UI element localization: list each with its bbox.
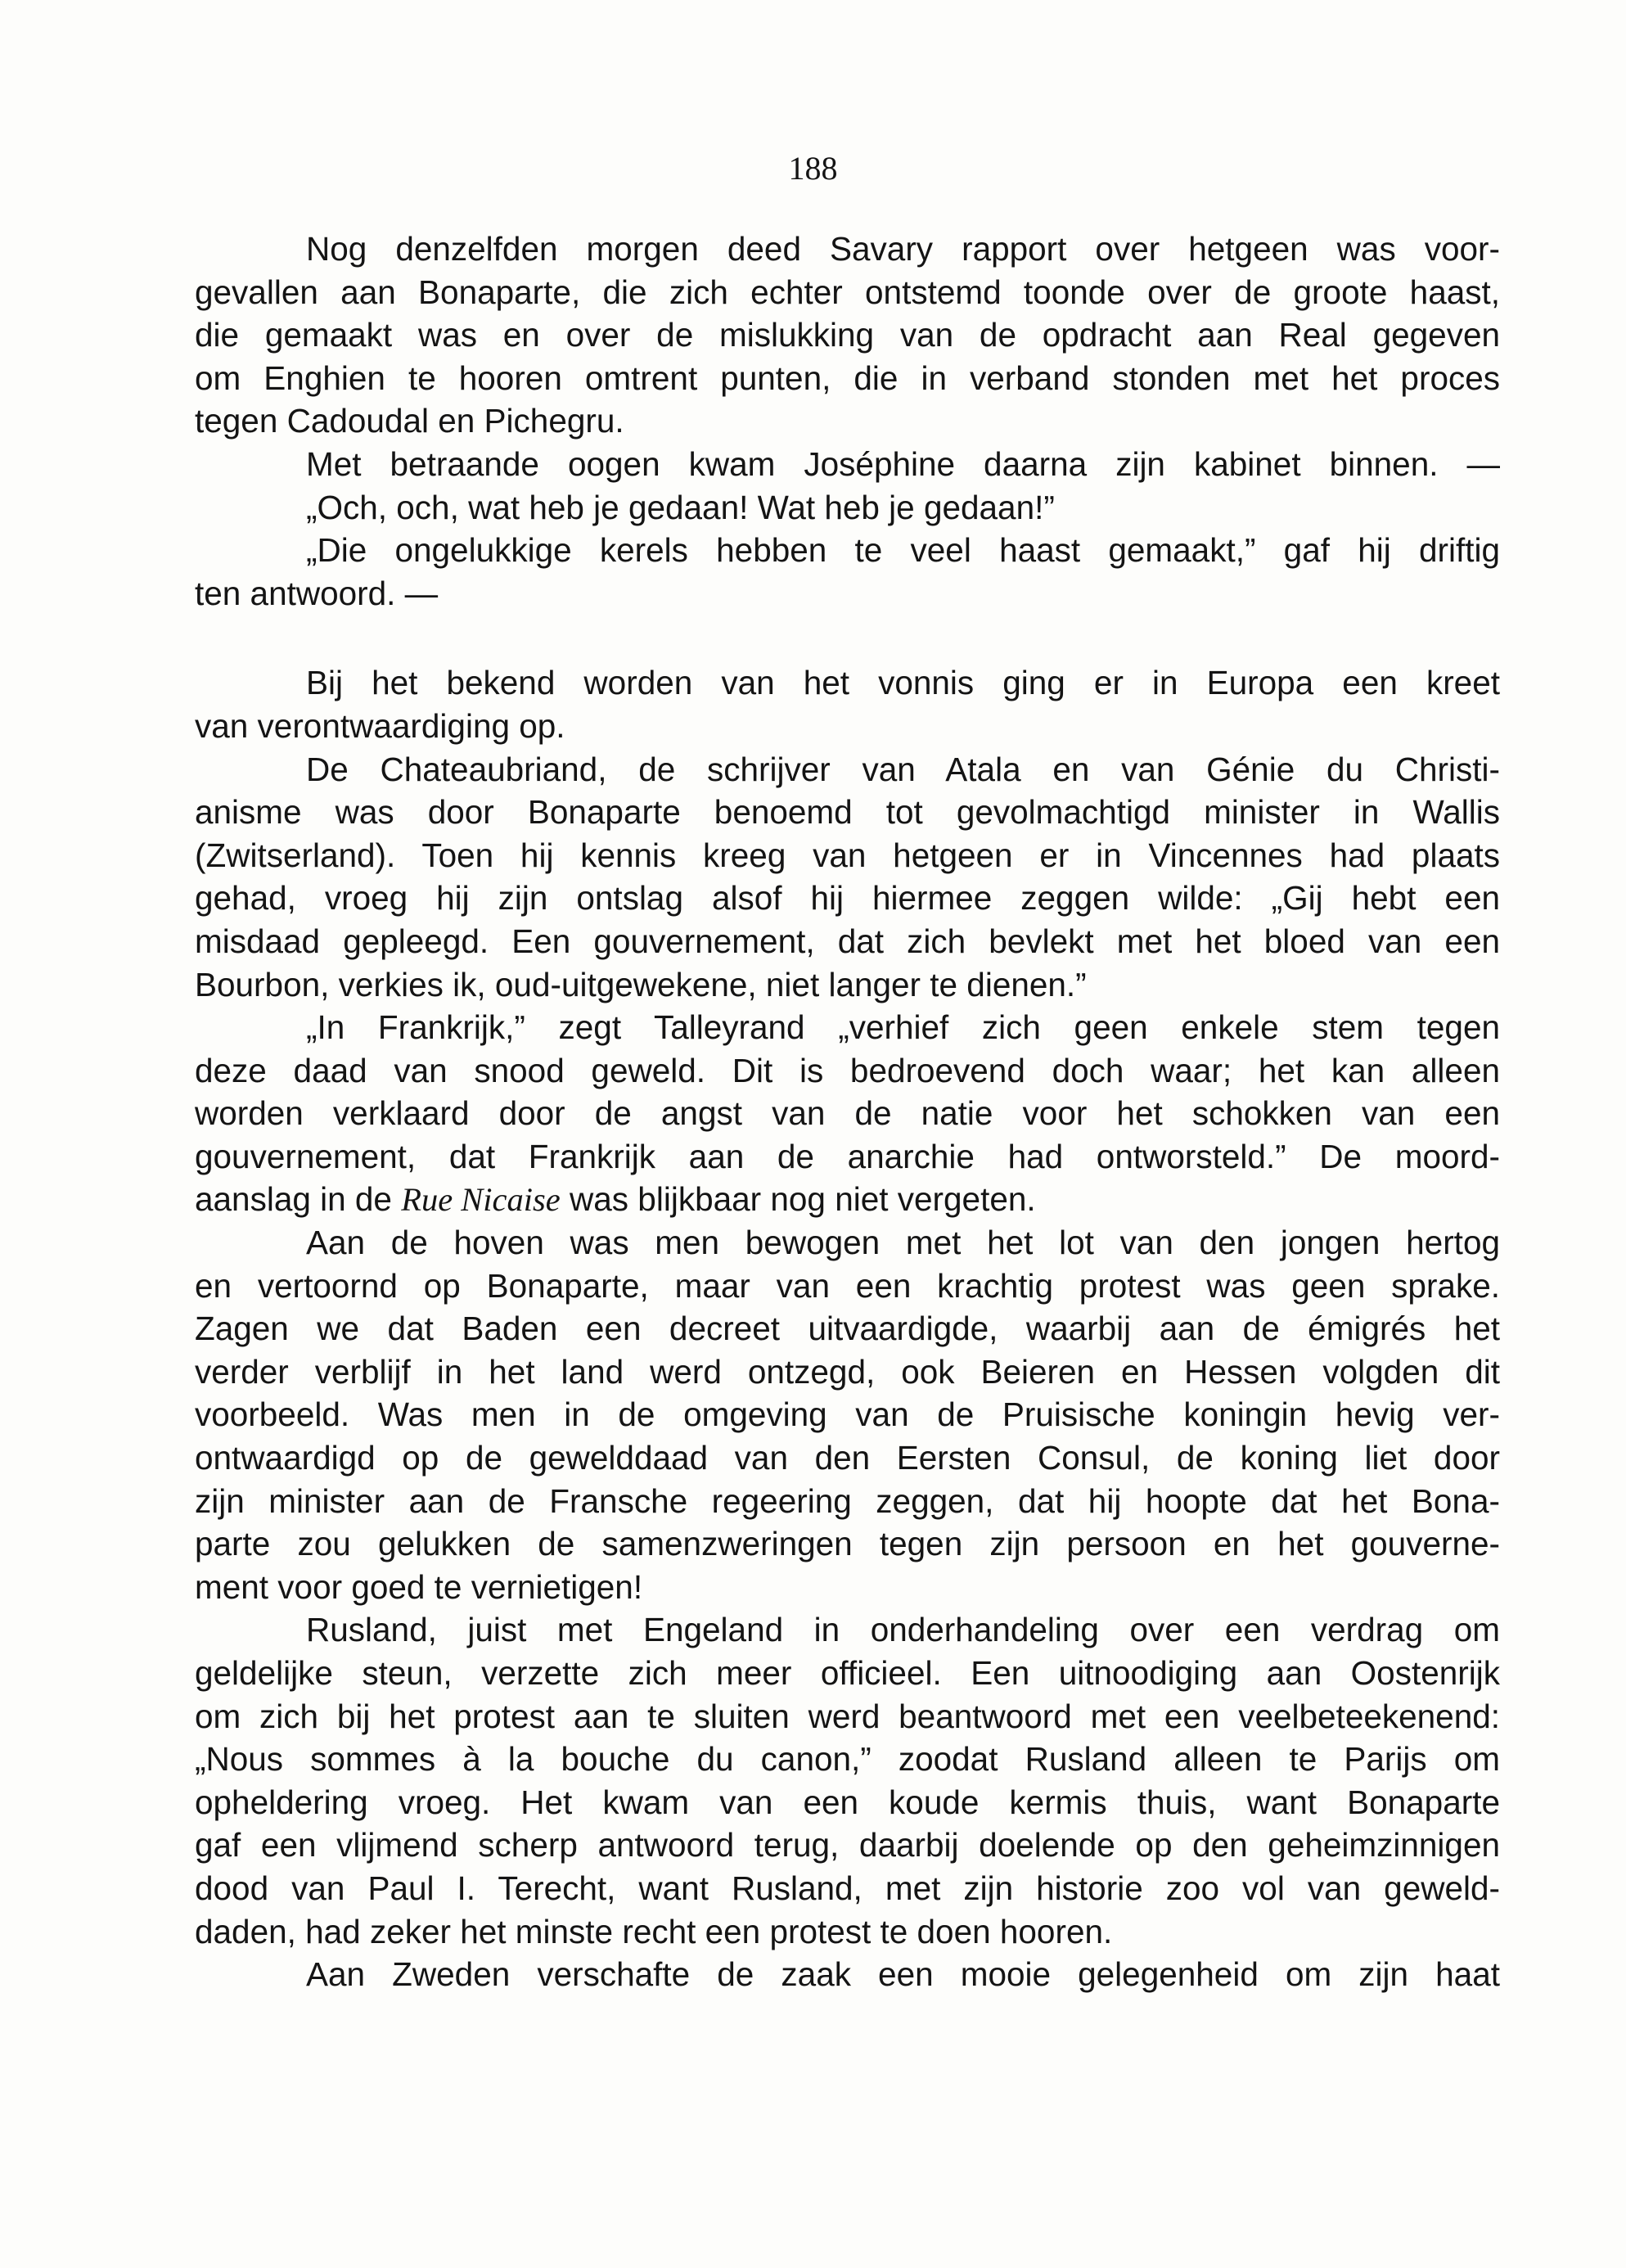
text-line: „In Frankrijk,” zegt Talleyrand „verhief zich geen enkele stem tegen <box>306 1008 1500 1047</box>
text-line: deze daad van snood geweld. Dit is bedroevend doch waar; het kan alleen <box>195 1051 1500 1089</box>
text-line: gevallen aan Bonaparte, die zich echter ontstemd toonde over de groote haast, <box>195 273 1500 311</box>
text-segment: was blijkbaar nog niet vergeten. <box>560 1180 1036 1219</box>
text-line: Rusland, juist met Engeland in onderhandeling over een verdrag om <box>306 1611 1500 1649</box>
text-line: ontwaardigd op de gewelddaad van den Eersten Consul, de koning liet door <box>195 1439 1500 1477</box>
text-line: (Zwitserland). Toen hij kennis kreeg van hetgeen er in Vincennes had plaats <box>195 836 1500 874</box>
text-line: gouvernement, dat Frankrijk aan de anarchie had ontworsteld.” De moord- <box>195 1137 1500 1175</box>
text-line: misdaad gepleegd. Een gouvernement, dat zich bevlekt met het bloed van een <box>195 922 1500 960</box>
text-line: parte zou gelukken de samenzweringen tegen zijn persoon en het gouverne- <box>195 1525 1500 1563</box>
text-line: Bourbon, verkies ik, oud-uitgewekene, niet langer te dienen.” <box>195 965 1087 1003</box>
text-line: om Enghien te hooren omtrent punten, die in verband stonden met het proces <box>195 358 1500 397</box>
text-line: opheldering vroeg. Het kwam van een koude kermis thuis, want Bonaparte <box>195 1783 1500 1821</box>
text-line: en vertoornd op Bonaparte, maar van een krachtig protest was geen sprake. <box>195 1266 1500 1305</box>
italic-place-name: Rue Nicaise <box>401 1181 561 1219</box>
text-line: Bij het bekend worden van het vonnis ging er in Europa een kreet <box>306 664 1500 702</box>
text-line: „Nous sommes à la bouche du canon,” zoodat Rusland alleen te Parijs om <box>195 1740 1500 1779</box>
text-line: daden, had zeker het minste recht een protest te doen hooren. <box>195 1912 1113 1950</box>
text-line: Aan Zweden verschafte de zaak een mooie gelegenheid om zijn haat <box>306 1955 1500 1994</box>
text-line: voorbeeld. Was men in de omgeving van de Pruisische koningin hevig ver- <box>195 1396 1500 1434</box>
text-line: die gemaakt was en over de mislukking van de opdracht aan Real gegeven <box>195 316 1500 354</box>
text-line: van verontwaardiging op. <box>195 706 565 745</box>
text-line: geldelijke steun, verzette zich meer officieel. Een uitnoodiging aan Oostenrijk <box>195 1654 1500 1692</box>
text-line: Zagen we dat Baden een decreet uitvaardigde, waarbij aan de émigrés het <box>195 1310 1500 1348</box>
text-line: tegen Cadoudal en Pichegru. <box>195 402 624 440</box>
text-line: worden verklaard door de angst van de natie voor het schokken van een <box>195 1094 1500 1133</box>
text-line: ten antwoord. — <box>195 574 439 612</box>
text-line: gehad, vroeg hij zijn ontslag alsof hij hiermee zeggen wilde: „Gij hebt een <box>195 879 1500 918</box>
text-line: Nog denzelfden morgen deed Savary rapport over hetgeen was voor- <box>306 230 1500 268</box>
text-line: dood van Paul I. Terecht, want Rusland, met zijn historie zoo vol van geweld- <box>195 1869 1500 1907</box>
body-text <box>195 228 1500 1996</box>
text-line: verder verblijf in het land werd ontzegd, ook Beieren en Hessen volgden dit <box>195 1352 1500 1391</box>
text-line: „Och, och, wat heb je gedaan! Wat heb je gedaan!” <box>306 488 1055 526</box>
text-segment: aanslag in de <box>195 1180 402 1219</box>
text-line: zijn minister aan de Fransche regeering zeggen, dat hij hoopte dat het Bona- <box>195 1481 1500 1520</box>
paragraph-gap <box>195 615 1500 661</box>
text-line: De Chateaubriand, de schrijver van Atala en van Génie du Christi- <box>306 750 1500 788</box>
text-line: ment voor goed te vernietigen! <box>195 1567 643 1606</box>
text-line: Aan de hoven was men bewogen met het lot van den jongen hertog <box>306 1224 1500 1262</box>
text-line <box>195 1178 1500 1221</box>
text-line: om zich bij het protest aan te sluiten werd beantwoord met een veelbeteekenend: <box>195 1697 1500 1735</box>
text-line: anisme was door Bonaparte benoemd tot gevolmachtigd minister in Wallis <box>195 793 1500 832</box>
text-line: gaf een vlijmend scherp antwoord terug, daarbij doelende op den geheimzinnigen <box>195 1826 1500 1864</box>
text-line: „Die ongelukkige kerels hebben te veel haast gemaakt,” gaf hij driftig <box>306 531 1500 570</box>
page-number: 188 <box>788 150 838 187</box>
text-line: Met betraande oogen kwam Joséphine daarna zijn kabinet binnen. — <box>306 444 1500 483</box>
